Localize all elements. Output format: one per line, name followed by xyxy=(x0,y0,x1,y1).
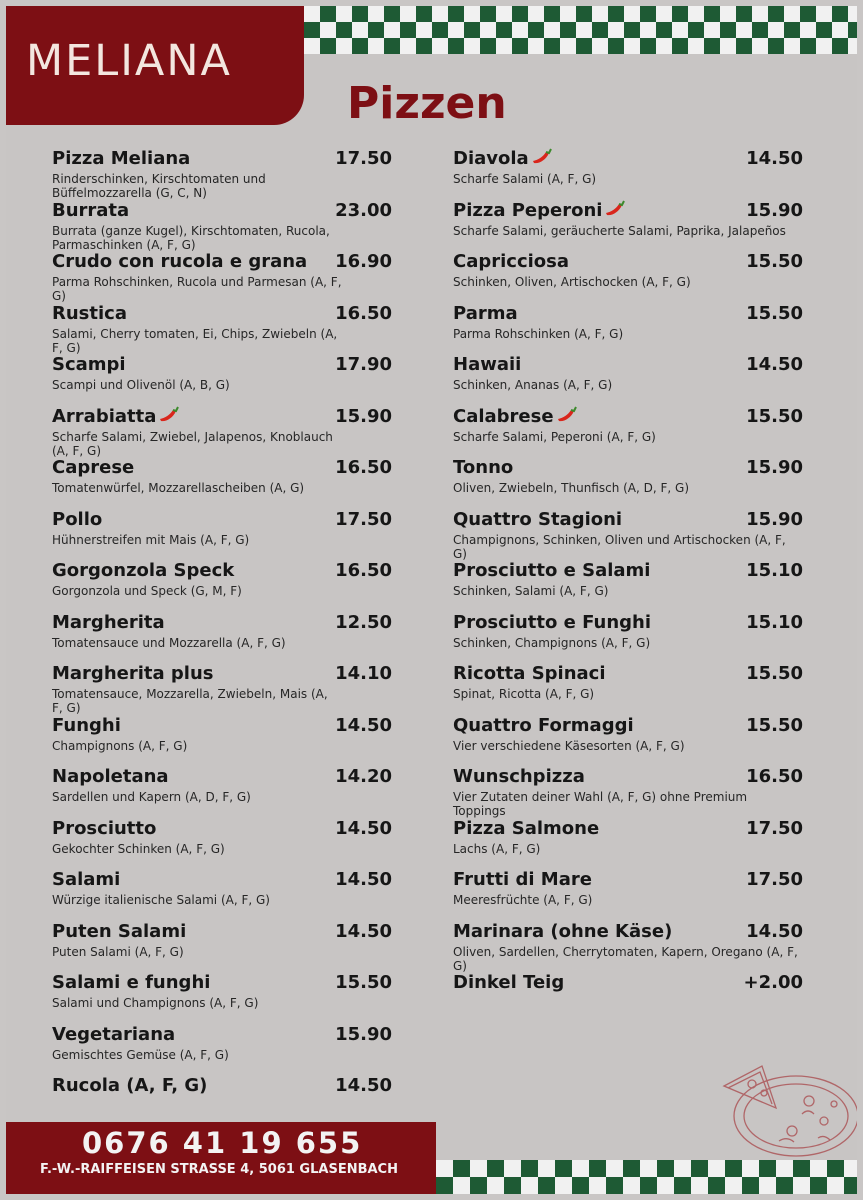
item-name-text: Salami xyxy=(52,869,121,890)
item-name xyxy=(453,869,592,890)
item-name-text: Caprese xyxy=(52,457,135,478)
item-description: Gemischtes Gemüse (A, F, G) xyxy=(52,1047,229,1062)
item-description: Scharfe Salami, Zwiebel, Jalapenos, Knoblauch (A, F, G) xyxy=(52,429,333,458)
item-name-text: Capricciosa xyxy=(453,251,570,272)
item-name xyxy=(453,200,626,221)
item-price: 15.90 xyxy=(335,1023,392,1045)
item-description: Vier verschiedene Käsesorten (A, F, G) xyxy=(453,738,685,753)
item-price: 16.50 xyxy=(335,457,392,478)
item-name xyxy=(52,251,307,272)
item-name xyxy=(453,663,606,684)
contact-footer xyxy=(6,1122,436,1194)
item-name-text: Quattro Stagioni xyxy=(453,508,623,530)
item-name-text: Margherita plus xyxy=(52,663,214,684)
item-description: Spinat, Ricotta (A, F, G) xyxy=(453,687,595,701)
item-price: 16.90 xyxy=(335,251,392,272)
item-price: 14.50 xyxy=(746,920,803,942)
item-price: 16.50 xyxy=(335,302,392,324)
item-name-text: Burrata xyxy=(52,199,130,221)
item-name-text: Tonno xyxy=(453,457,514,478)
item-name xyxy=(52,663,214,684)
address: F.-W.-RAIFFEISEN STRASSE 4, 5061 GLASENBACH xyxy=(40,1162,398,1177)
item-name xyxy=(52,457,134,478)
item-name xyxy=(52,406,180,427)
item-description: Parma Rohschinken (A, F, G) xyxy=(453,326,624,341)
item-price: 17.90 xyxy=(335,354,392,375)
item-price: 15.90 xyxy=(746,457,803,478)
item-name xyxy=(52,921,186,942)
item-name-text: Vegetariana xyxy=(52,1023,176,1045)
item-price: 14.10 xyxy=(335,663,392,684)
item-price: 14.50 xyxy=(335,714,392,736)
item-name xyxy=(453,921,672,942)
item-price: 15.50 xyxy=(746,405,803,427)
item-name xyxy=(52,354,126,375)
item-price: 15.10 xyxy=(746,611,803,633)
item-price: 14.50 xyxy=(335,869,392,890)
item-name xyxy=(52,972,210,993)
item-description: Burrata (ganze Kugel), Kirschtomaten, Rucola, Parmaschinken (A, F, G) xyxy=(52,223,330,252)
chili-pepper-icon xyxy=(531,148,553,166)
item-name-text: Ricotta Spinaci xyxy=(453,663,606,684)
item-name xyxy=(453,251,569,272)
item-description: Meeresfrüchte (A, F, G) xyxy=(453,893,593,907)
item-name-text: Marinara (ohne Käse) xyxy=(453,920,673,942)
item-description: Champignons, Schinken, Oliven und Artischocken (A, F, G) xyxy=(453,532,786,561)
chili-pepper-icon xyxy=(556,406,578,424)
item-description: Würzige italienische Salami (A, F, G) xyxy=(52,893,270,907)
item-name xyxy=(52,303,127,324)
item-price: 15.50 xyxy=(746,663,803,684)
item-name xyxy=(52,612,165,633)
item-price: 14.50 xyxy=(335,817,392,839)
item-name xyxy=(453,972,564,993)
item-description: Scampi und Olivenöl (A, B, G) xyxy=(52,378,230,392)
item-name-text: Arrabiatta xyxy=(52,405,157,427)
item-price: 14.50 xyxy=(335,920,392,942)
item-name xyxy=(52,1075,207,1096)
item-name-text: Napoletana xyxy=(52,766,169,787)
item-name xyxy=(453,148,553,169)
item-name-text: Funghi xyxy=(52,714,121,736)
item-name-text: Prosciutto xyxy=(52,817,157,839)
item-name-text: Quattro Formaggi xyxy=(453,714,634,736)
item-description: Scharfe Salami (A, F, G) xyxy=(453,172,597,186)
item-description: Schinken, Ananas (A, F, G) xyxy=(453,378,613,392)
item-description: Gorgonzola und Speck (G, M, F) xyxy=(52,584,242,598)
item-description: Salami, Cherry tomaten, Ei, Chips, Zwiebeln (A, F, G) xyxy=(52,326,338,355)
item-price: 15.10 xyxy=(746,560,803,581)
item-name-text: Pollo xyxy=(52,508,103,530)
item-price: 14.50 xyxy=(746,148,803,169)
item-description: Sardellen und Kapern (A, D, F, G) xyxy=(52,790,251,804)
item-name-text: Prosciutto e Funghi xyxy=(453,611,652,633)
item-description: Tomatensauce und Mozzarella (A, F, G) xyxy=(52,635,286,650)
item-price: 16.50 xyxy=(746,766,803,787)
page-title: Pizzen xyxy=(347,78,507,129)
item-name xyxy=(52,200,129,221)
item-name-text: Parma xyxy=(453,302,518,324)
item-name xyxy=(52,509,102,530)
item-name-text: Calabrese xyxy=(453,405,554,427)
item-price: 15.50 xyxy=(335,972,392,993)
item-price: 23.00 xyxy=(335,199,392,221)
checkered-border-top xyxy=(304,6,857,54)
item-price: 17.50 xyxy=(746,869,803,890)
item-description: Rinderschinken, Kirschtomaten und Büffelmozzarella (G, C, N) xyxy=(52,172,266,200)
item-name xyxy=(453,612,651,633)
item-name-text: Prosciutto e Salami xyxy=(453,560,651,581)
item-price: 14.20 xyxy=(335,766,392,787)
item-name xyxy=(453,457,513,478)
menu-page xyxy=(6,6,857,1194)
item-price: 16.50 xyxy=(335,560,392,581)
item-name-text: Diavola xyxy=(453,148,529,169)
item-description: Puten Salami (A, F, G) xyxy=(52,944,184,959)
item-name-text: Salami e funghi xyxy=(52,972,211,993)
item-name-text: Pizza Meliana xyxy=(52,148,191,169)
item-name xyxy=(453,406,578,427)
chili-pepper-icon xyxy=(158,406,180,424)
item-name xyxy=(453,509,622,530)
item-price: 15.90 xyxy=(335,405,392,427)
item-name-text: Pizza Peperoni xyxy=(453,199,603,221)
item-name xyxy=(52,715,121,736)
item-description: Tomatenwürfel, Mozzarellascheiben (A, G) xyxy=(52,481,305,495)
item-name-text: Rustica xyxy=(52,302,127,324)
item-name-text: Puten Salami xyxy=(52,920,187,942)
item-name-text: Gorgonzola Speck xyxy=(52,560,235,581)
item-name xyxy=(453,354,521,375)
item-price: 15.90 xyxy=(746,508,803,530)
item-description: Hühnerstreifen mit Mais (A, F, G) xyxy=(52,532,250,547)
brand-name: MELIANA xyxy=(26,36,232,86)
item-description: Scharfe Salami, Peperoni (A, F, G) xyxy=(453,429,656,444)
item-name-text: Rucola (A, F, G) xyxy=(52,1075,208,1096)
item-name-text: Frutti di Mare xyxy=(453,869,592,890)
item-price: 17.50 xyxy=(335,508,392,530)
item-price: 17.50 xyxy=(335,148,392,169)
item-description: Schinken, Salami (A, F, G) xyxy=(453,584,609,598)
item-name-text: Wunschpizza xyxy=(453,766,585,787)
item-name xyxy=(52,766,169,787)
item-name xyxy=(453,715,634,736)
item-name-text: Margherita xyxy=(52,611,165,633)
item-name xyxy=(453,303,518,324)
pizza-sketch-icon xyxy=(714,1046,857,1161)
item-name xyxy=(52,818,156,839)
item-description: Oliven, Sardellen, Cherrytomaten, Kapern, Oregano (A, F, G) xyxy=(453,944,798,973)
item-description: Salami und Champignons (A, F, G) xyxy=(52,996,259,1010)
item-name-text: Dinkel Teig xyxy=(453,972,565,993)
item-description: Gekochter Schinken (A, F, G) xyxy=(52,841,225,856)
item-description: Lachs (A, F, G) xyxy=(453,841,541,856)
item-description: Champignons (A, F, G) xyxy=(52,738,188,753)
item-description: Vier Zutaten deiner Wahl (A, F, G) ohne Premium Toppings xyxy=(453,790,748,818)
item-name-text: Crudo con rucola e grana xyxy=(52,251,308,272)
phone-number: 0676 41 19 655 xyxy=(82,1126,363,1160)
item-name xyxy=(52,869,120,890)
item-price: 15.50 xyxy=(746,714,803,736)
item-name xyxy=(52,1024,175,1045)
item-price: 17.50 xyxy=(746,817,803,839)
item-name-text: Scampi xyxy=(52,354,126,375)
item-price: 15.50 xyxy=(746,302,803,324)
item-name xyxy=(453,818,599,839)
item-description: Scharfe Salami, geräucherte Salami, Paprika, Jalapeños xyxy=(453,223,786,238)
item-price: 14.50 xyxy=(746,354,803,375)
item-name xyxy=(52,148,190,169)
item-description: Schinken, Oliven, Artischocken (A, F, G) xyxy=(453,275,691,289)
item-price: 14.50 xyxy=(335,1075,392,1096)
item-price: +2.00 xyxy=(743,972,803,993)
item-description: Oliven, Zwiebeln, Thunfisch (A, D, F, G) xyxy=(453,481,690,495)
item-name xyxy=(453,766,585,787)
chili-pepper-icon xyxy=(604,200,626,218)
checkered-border-bottom xyxy=(436,1160,857,1194)
item-name xyxy=(453,560,650,581)
brand-logo-block xyxy=(6,6,304,125)
item-name-text: Hawaii xyxy=(453,354,522,375)
item-description: Schinken, Champignons (A, F, G) xyxy=(453,635,651,650)
item-description: Parma Rohschinken, Rucola und Parmesan (A, F, G) xyxy=(52,275,342,303)
item-name-text: Pizza Salmone xyxy=(453,817,600,839)
item-price: 15.50 xyxy=(746,251,803,272)
item-price: 15.90 xyxy=(746,199,803,221)
item-price: 12.50 xyxy=(335,611,392,633)
item-name xyxy=(52,560,234,581)
item-description: Tomatensauce, Mozzarella, Zwiebeln, Mais (A, F, G) xyxy=(52,687,328,715)
